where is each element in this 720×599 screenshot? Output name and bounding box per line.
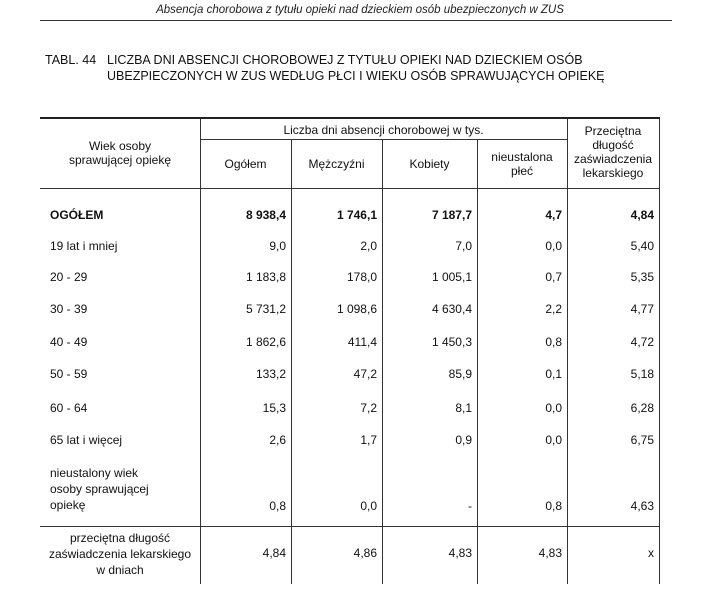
- grid-line: [291, 140, 292, 584]
- row-label: 65 lat i więcej: [50, 433, 123, 447]
- row-label: 20 - 29: [50, 270, 88, 284]
- header-avg-line: zaświadczenia: [573, 152, 653, 166]
- row-label: OGÓŁEM: [50, 208, 104, 222]
- cell-avg: 4,84: [630, 208, 654, 222]
- cell-unknown: 4,7: [545, 208, 562, 222]
- cell-men: 0,0: [360, 499, 377, 513]
- cell-unknown: 4,83: [538, 546, 562, 560]
- row-label: 50 - 59: [50, 367, 88, 381]
- cell-total: 0,8: [269, 499, 286, 513]
- row-label: 19 lat i mniej: [50, 239, 118, 253]
- cell-women: 1 450,3: [431, 335, 472, 349]
- cell-total: 15,3: [262, 401, 286, 415]
- cell-men: 2,0: [360, 239, 377, 253]
- cell-total: 9,0: [269, 239, 286, 253]
- cell-men: 47,2: [353, 367, 377, 381]
- cell-unknown: 0,8: [545, 335, 562, 349]
- cell-men: 1 098,6: [336, 302, 377, 316]
- cell-avg: 5,35: [630, 270, 654, 284]
- row-label-line: nieustalony wiek: [50, 466, 139, 480]
- header-rule: [40, 20, 672, 21]
- cell-men: 1,7: [360, 433, 377, 447]
- cell-women: 7 187,7: [431, 208, 472, 222]
- cell-total: 4,84: [262, 546, 286, 560]
- cell-unknown: 0,8: [545, 499, 562, 513]
- header-avg-line: lekarskiego: [582, 166, 644, 180]
- grid-line: [40, 526, 660, 527]
- cell-total: 5 731,2: [245, 302, 286, 316]
- cell-total: 133,2: [255, 367, 286, 381]
- cell-unknown: 0,7: [545, 270, 562, 284]
- caption-line-2: UBEZPIECZONYCH W ZUS WEDŁUG PŁCI I WIEKU OSÓB SPRAWUJĄCYCH OPIEKĘ: [107, 69, 605, 83]
- running-header: Absencja chorobowa z tytułu opieki nad dzieckiem osób ubezpieczonych w ZUS: [156, 4, 564, 16]
- cell-men: 4,86: [353, 546, 377, 560]
- cell-women: 4,83: [448, 546, 472, 560]
- grid-line: [200, 139, 567, 140]
- caption-line-1: LICZBA DNI ABSENCJI CHOROBOWEJ Z TYTUŁU OPIEKI NAD DZIECKIEM OSÓB: [107, 53, 583, 67]
- cell-women: -: [468, 499, 472, 513]
- cell-unknown: 0,0: [545, 433, 562, 447]
- row-label: 60 - 64: [50, 401, 88, 415]
- cell-women: 1 005,1: [431, 270, 472, 284]
- row-label-line: osoby sprawującej: [50, 482, 149, 496]
- cell-women: 85,9: [448, 367, 472, 381]
- cell-avg: 4,77: [630, 302, 654, 316]
- header-group: Liczba dni absencji chorobowej w tys.: [283, 123, 484, 137]
- grid-line: [382, 140, 383, 584]
- header-women: Kobiety: [409, 157, 450, 171]
- table-caption: [45, 52, 685, 84]
- header-unknown-line: nieustalona: [491, 150, 553, 164]
- header-age: [40, 139, 200, 167]
- header-total: Ogółem: [224, 157, 267, 171]
- cell-total: 2,6: [269, 433, 286, 447]
- cell-unknown: 0,1: [545, 367, 562, 381]
- grid-line: [477, 140, 478, 584]
- cell-avg: 5,18: [630, 367, 654, 381]
- cell-women: 0,9: [455, 433, 472, 447]
- header-age-line: Wiek osoby: [88, 139, 152, 153]
- header-men: Mężczyźni: [308, 157, 365, 171]
- cell-total: 8 938,4: [245, 208, 286, 222]
- cell-total: 1 183,8: [245, 270, 286, 284]
- row-label-line: opiekę: [50, 498, 86, 512]
- row-label: 40 - 49: [50, 335, 88, 349]
- cell-women: 7,0: [455, 239, 472, 253]
- grid-line: [40, 188, 660, 189]
- cell-men: 411,4: [347, 335, 377, 349]
- cell-total: 1 862,6: [245, 335, 286, 349]
- table-number: TABL. 44: [45, 53, 97, 67]
- header-avg-duration: [567, 124, 659, 180]
- header-age-line: sprawującej opiekę: [68, 153, 172, 167]
- header-unknown-line: płeć: [510, 164, 533, 178]
- cell-women: 8,1: [455, 401, 472, 415]
- cell-women: 4 630,4: [431, 302, 472, 316]
- cell-avg: 4,72: [630, 335, 654, 349]
- header-avg-line: długość: [592, 138, 634, 152]
- cell-avg: 4,63: [630, 499, 654, 513]
- row-label-line: przeciętna długość: [69, 531, 171, 545]
- cell-avg: 6,75: [630, 433, 654, 447]
- cell-avg: 5,40: [630, 239, 654, 253]
- cell-avg: 6,28: [630, 401, 654, 415]
- row-label: [50, 465, 149, 513]
- row-label-line: zaświadczenia lekarskiego: [48, 547, 192, 561]
- cell-men: 7,2: [360, 401, 377, 415]
- cell-unknown: 0,0: [545, 401, 562, 415]
- row-label-line: w dniach: [96, 563, 144, 577]
- data-table: [40, 117, 660, 584]
- row-label: [40, 530, 200, 578]
- header-avg-line: Przeciętna: [584, 124, 642, 138]
- row-label: 30 - 39: [50, 302, 88, 316]
- cell-unknown: 2,2: [545, 302, 562, 316]
- cell-men: 178,0: [346, 270, 377, 284]
- header-unknown-sex: [477, 150, 567, 178]
- cell-men: 1 746,1: [336, 208, 377, 222]
- cell-unknown: 0,0: [545, 239, 562, 253]
- cell-avg: x: [648, 546, 654, 560]
